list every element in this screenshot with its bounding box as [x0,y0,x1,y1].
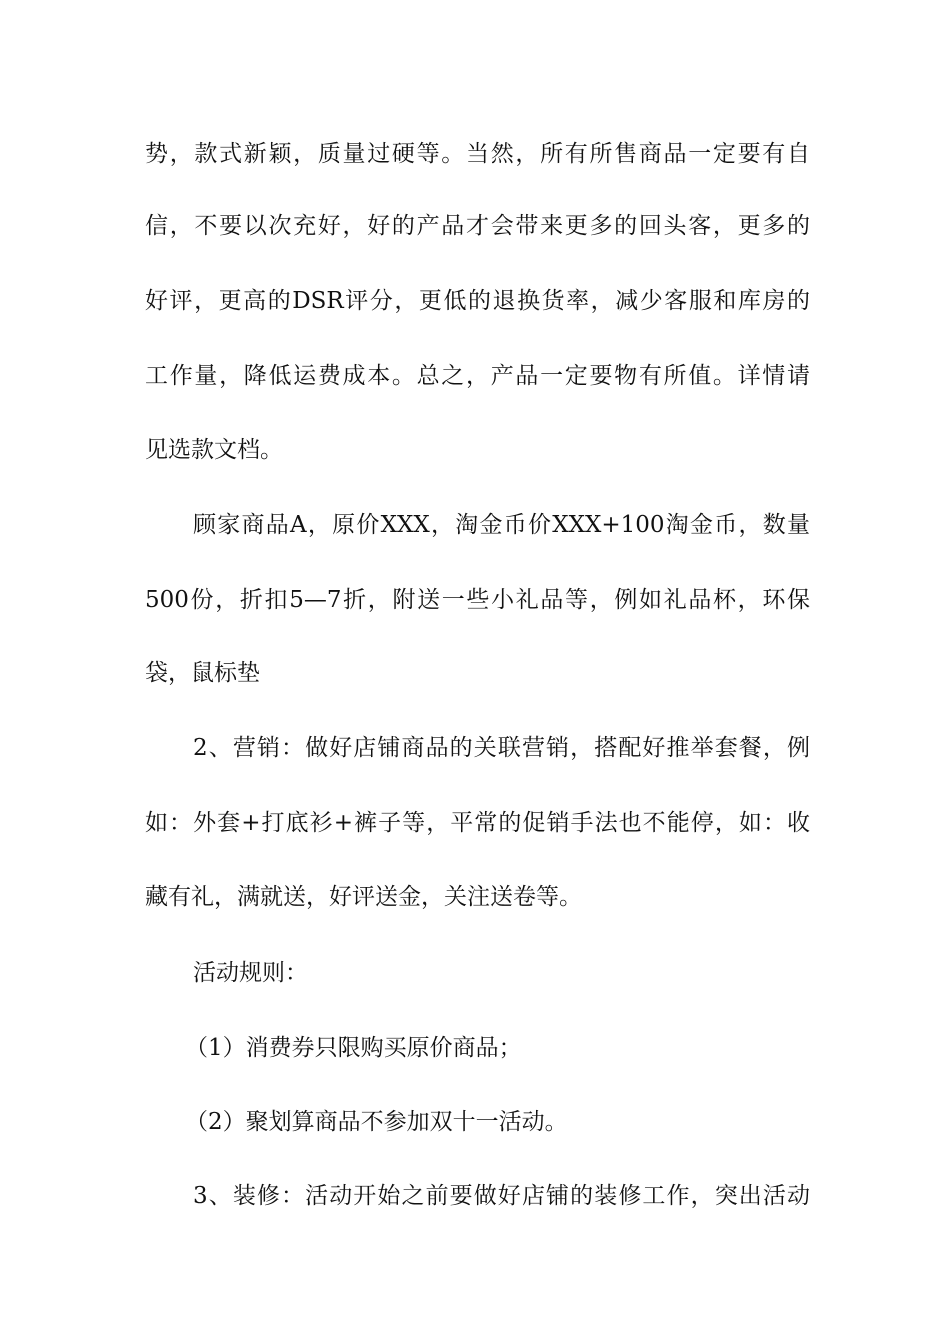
text-line: 好评，更高的DSR评分，更低的退换货率，减少客服和库房的 [145,288,810,314]
text-line: 藏有礼，满就送，好评送金，关注送卷等。 [145,884,582,910]
text-line: 500份，折扣5—7折，附送一些小礼品等，例如礼品杯，环保 [145,587,810,613]
text-line: 见选款文档。 [145,437,283,463]
text-line: 3、装修：活动开始之前要做好店铺的装修工作，突出活动 [193,1183,810,1209]
text-line: 顾家商品A，原价XXX，淘金币价XXX+100淘金币，数量 [193,512,810,538]
text-line: 势，款式新颖，质量过硬等。当然，所有所售商品一定要有自 [145,141,810,167]
text-line: 活动规则： [193,960,308,986]
text-line: 信，不要以次充好，好的产品才会带来更多的回头客，更多的 [145,213,810,239]
text-line: 2、营销：做好店铺商品的关联营销，搭配好推举套餐，例 [193,735,810,761]
text-line: （1）消费券只限购买原价商品； [185,1035,522,1061]
text-line: 袋，鼠标垫 [145,660,260,686]
text-line: 如：外套+打底衫+裤子等，平常的促销手法也不能停，如：收 [145,810,810,836]
text-line: 工作量，降低运费成本。总之，产品一定要物有所值。详情请 [145,363,810,389]
text-line: （2）聚划算商品不参加双十一活动。 [185,1109,568,1135]
